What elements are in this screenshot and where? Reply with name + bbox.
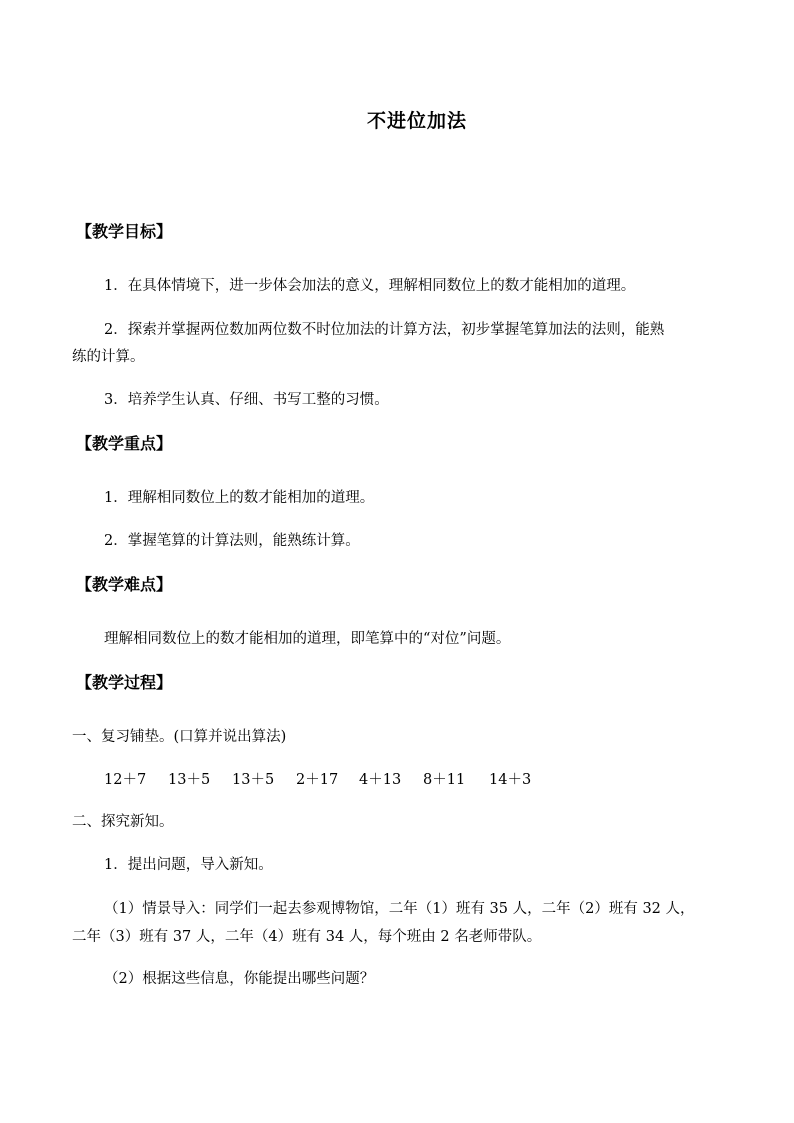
- heading-process: 【教学过程】: [76, 673, 173, 692]
- question-line: （2）根据这些信息，你能提出哪些问题？: [104, 971, 375, 987]
- objective-item-1: 1．在具体情境下，进一步体会加法的意义，理解相同数位上的数才能相加的道理。: [104, 278, 636, 294]
- sum-item: 2＋17: [296, 772, 339, 788]
- objective-item-3: 3．培养学生认真、仔细、书写工整的习惯。: [104, 392, 389, 408]
- sum-item: 4＋13: [359, 772, 402, 788]
- sum-item: 13＋5: [168, 772, 211, 788]
- sum-item: 8＋11: [423, 772, 466, 788]
- objective-item-2-cont: 练的计算。: [72, 349, 145, 365]
- sum-item: 14＋3: [489, 772, 532, 788]
- heading-key-points: 【教学重点】: [76, 434, 173, 453]
- sum-item: 12＋7: [104, 772, 147, 788]
- key-point-1: 1．理解相同数位上的数才能相加的道理。: [104, 490, 375, 506]
- scenario-line-1: （1）情景导入：同学们一起去参观博物馆，二年（1）班有 35 人，二年（2）班有 32 人，: [104, 901, 695, 917]
- difficulty-text: 理解相同数位上的数才能相加的道理，即笔算中的“对位”问题。: [104, 631, 511, 647]
- objective-item-2: 2．探索并掌握两位数加两位数不时位加法的计算方法，初步掌握笔算加法的法则，能熟: [104, 322, 665, 338]
- heading-objectives: 【教学目标】: [76, 222, 173, 241]
- document-title: 不进位加法: [366, 110, 467, 132]
- step-1: 1．提出问题，导入新知。: [104, 857, 273, 873]
- sum-item: 13＋5: [232, 772, 275, 788]
- scenario-line-2: 二年（3）班有 37 人，二年（4）班有 34 人，每个班由 2 名老师带队。: [72, 929, 542, 945]
- key-point-2: 2．掌握笔算的计算法则，能熟练计算。: [104, 533, 360, 549]
- review-heading: 一、复习铺垫。(口算并说出算法): [72, 729, 287, 745]
- explore-heading: 二、探究新知。: [72, 814, 174, 830]
- heading-difficulties: 【教学难点】: [76, 575, 173, 594]
